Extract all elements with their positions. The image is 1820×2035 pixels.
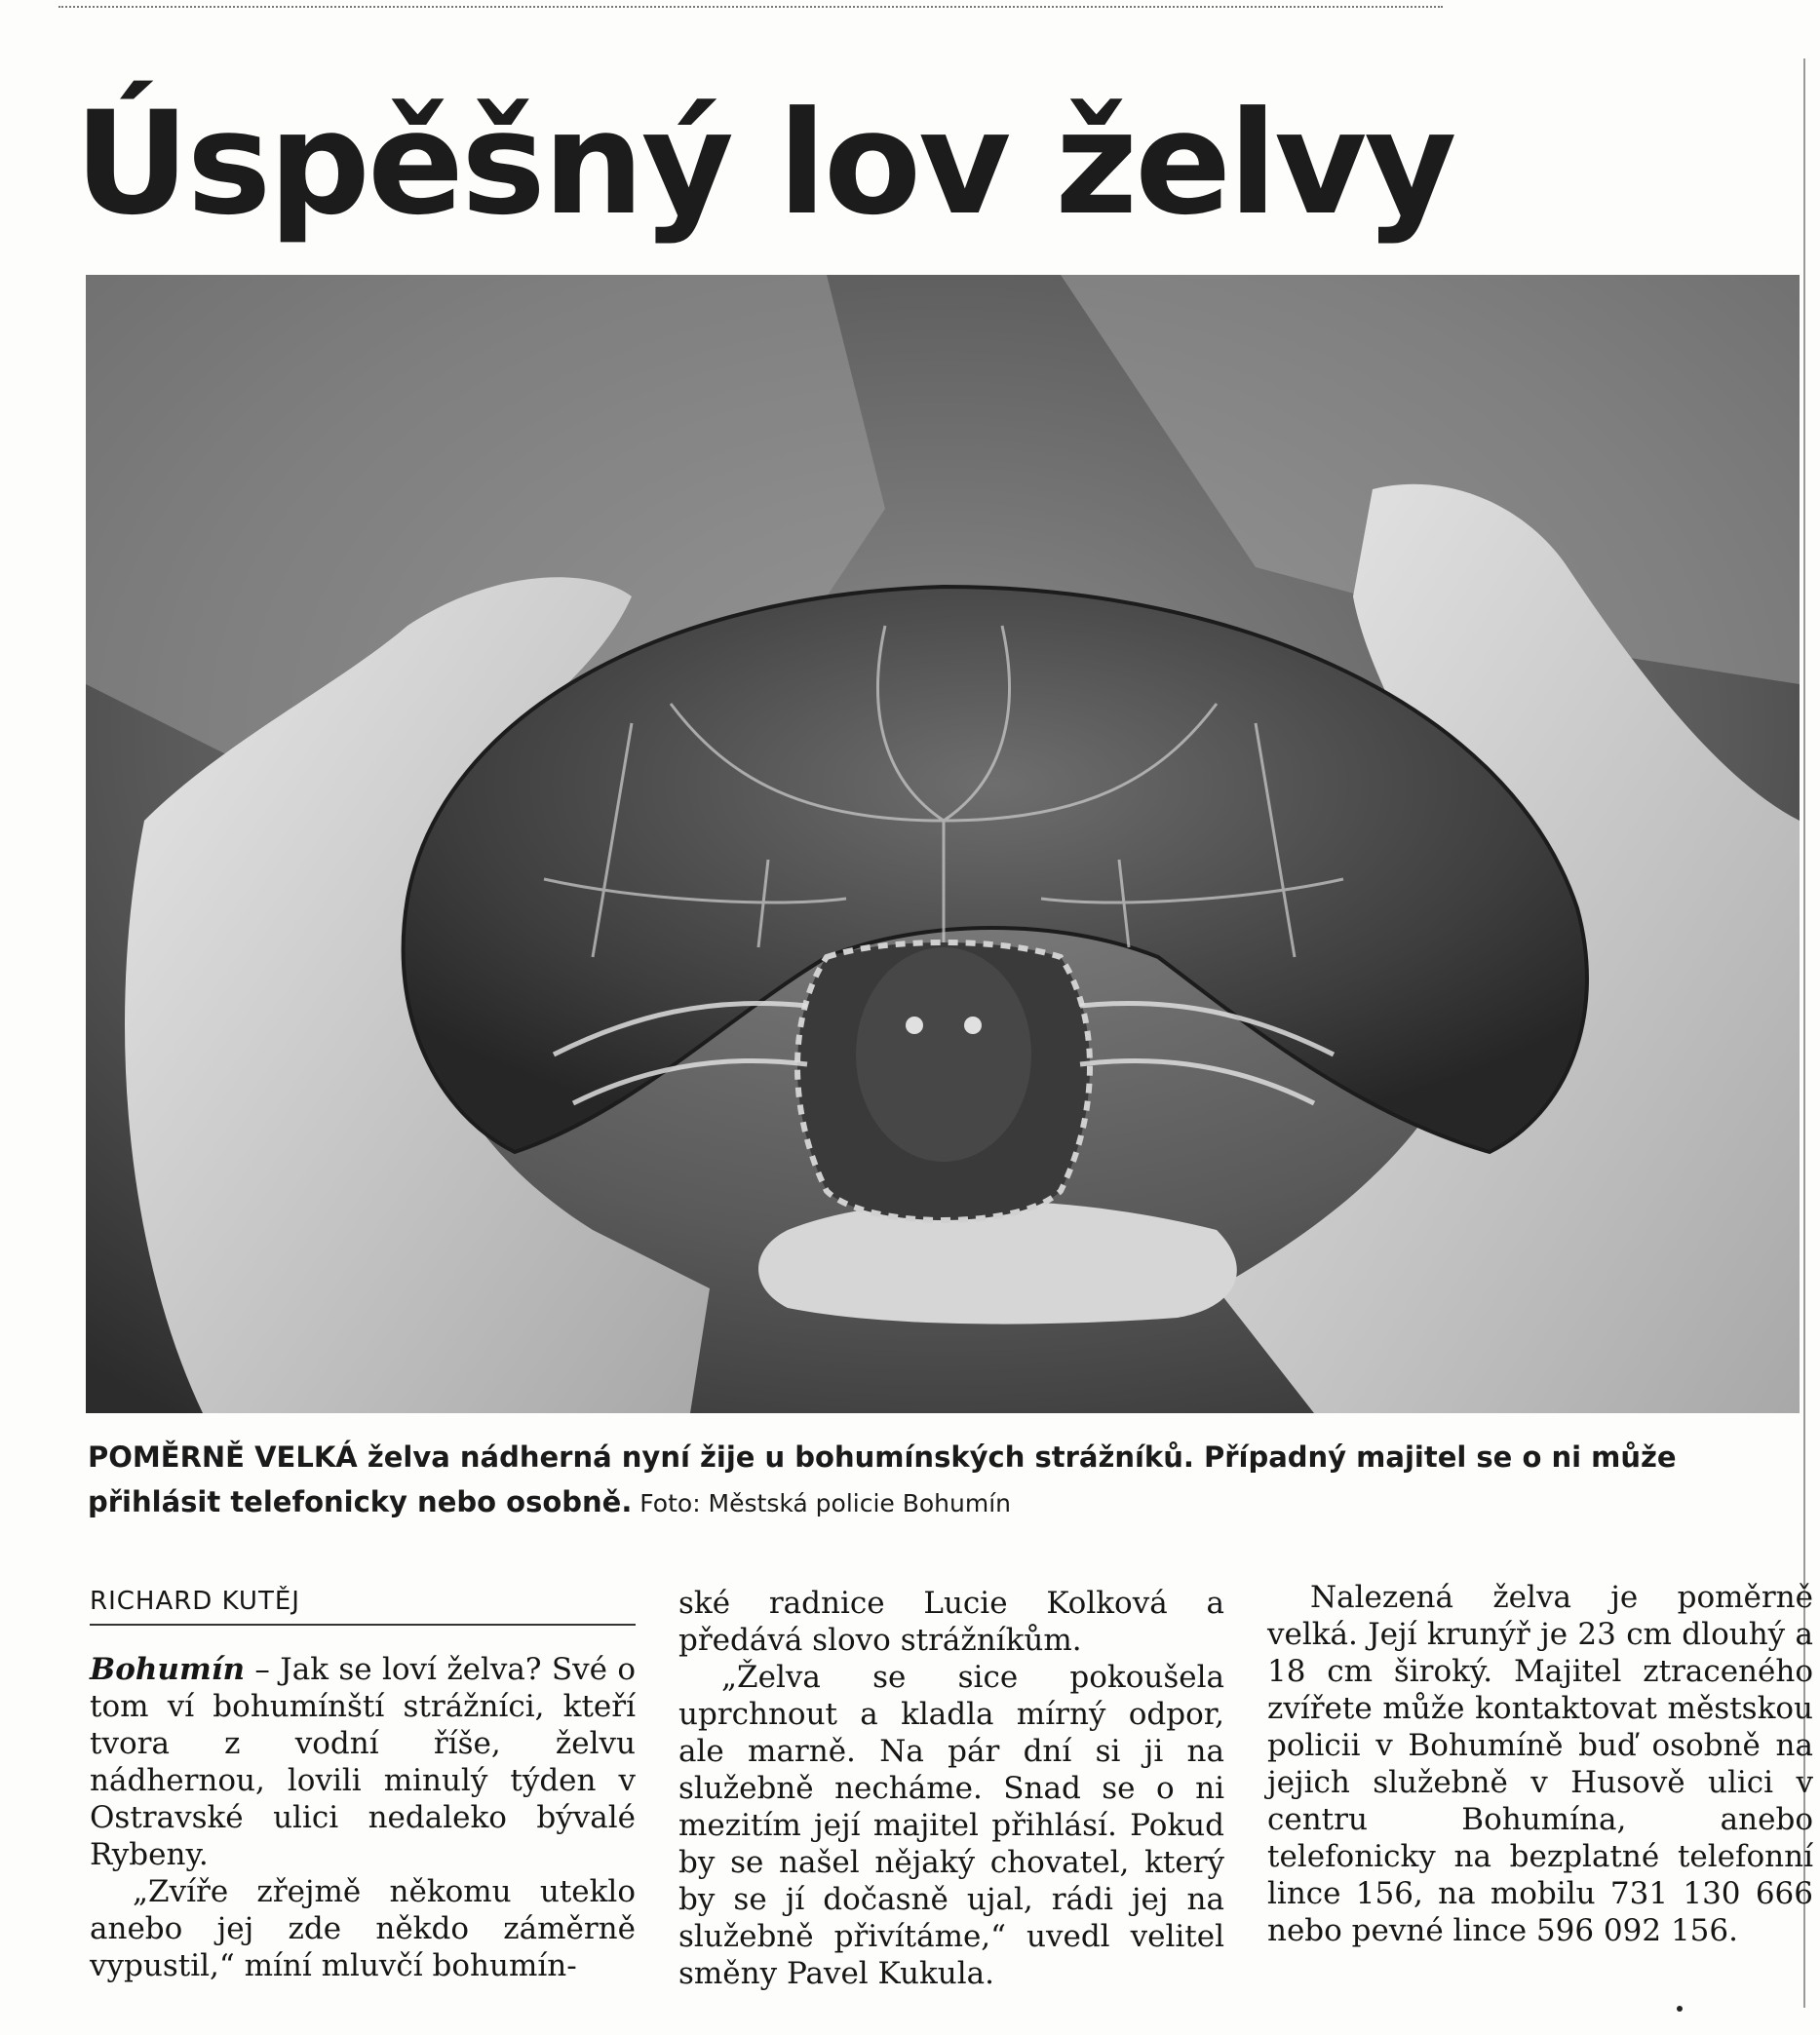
article-photo: [86, 275, 1800, 1413]
top-dotted-rule: [58, 0, 1443, 8]
article-paragraph-2-end: ské radnice Lucie Kolková a předává slovo strážníkům.: [678, 1586, 1224, 1658]
end-mark: [1677, 2006, 1683, 2012]
article-paragraph-2-start: „Zvíře zřejmě někomu uteklo anebo jej zde někdo záměrně vypustil,“ míní mluvčí bohumín-: [90, 1874, 636, 1983]
article-paragraph-3: „Želva se sice pokoušela uprchnout a kladla mírný odpor, ale marně. Na pár dní si ji na služebně necháme. Snad se o ni mezitím její majitel přihlásí. Pokud by se našel nějaký chovatel, který by se jí dočasně ujal, rádi jej na služebně přivítáme,“ uvedl velitel směny Pavel Kukula.: [678, 1660, 1224, 1991]
photo-credit: Foto: Městská policie Bohumín: [632, 1489, 1012, 1517]
turtle-photo-illustration: [86, 275, 1800, 1413]
article-column-2: [678, 1585, 1224, 1992]
dateline: Bohumín: [90, 1652, 246, 1687]
paragraph-1-text: – Jak se loví želva? Své o tom ví bohumínští strážníci, kteří tvora z vodní říše, želvu nádhernou, lovili minulý týden v Ostravské ulici nedaleko bývalé Rybeny.: [90, 1652, 636, 1872]
article-column-3: [1267, 1579, 1813, 1949]
caption-text: želva nádherná nyní žije u bohumínských strážníků. Případný majitel se o ni může přihlásit telefonicky nebo osobně.: [88, 1440, 1677, 1518]
photo-caption: [88, 1435, 1784, 1526]
article-paragraph-4: Nalezená želva je poměrně velká. Její krunýř je 23 cm dlouhý a 18 cm široký. Majitel ztraceného zvířete může kontaktovat městskou policii v Bohumíně buď osobně na jejich služebně v Husově ulici v centru Bohumína, anebo telefonicky na bezplatné telefonní lince 156, na mobilu 731 130 666 nebo pevné lince 596 092 156.: [1267, 1580, 1813, 1948]
article-paragraph-1: [90, 1651, 636, 1873]
caption-lead: POMĚRNĚ VELKÁ: [88, 1440, 358, 1474]
article-headline: Úspěšný lov želvy: [74, 81, 1454, 247]
article-column-1: [90, 1583, 636, 1984]
author-byline: RICHARD KUTĚJ: [90, 1583, 636, 1626]
